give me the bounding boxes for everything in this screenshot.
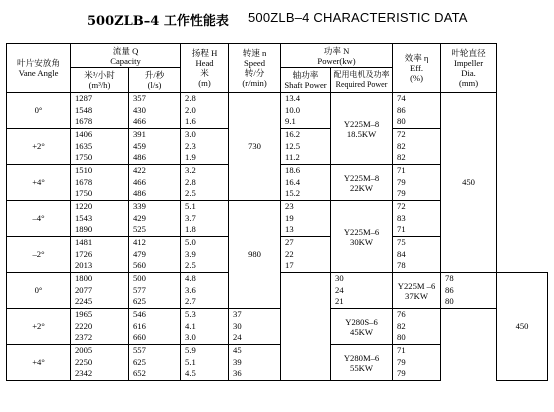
efficiency-cell-value: 82 — [397, 320, 406, 331]
header-capacity — [71, 44, 181, 68]
shaft-power-cell-value: 30 — [335, 273, 344, 284]
capacity-ls-cell-values — [129, 129, 180, 164]
head-cell-value: 2.0 — [185, 104, 196, 115]
head-cell-values — [181, 165, 228, 200]
speed-cell: 980 — [229, 201, 281, 309]
vane-angle-cell: –4° — [7, 201, 71, 237]
capacity-m3h-cell-value: 1548 — [75, 104, 93, 115]
speed-cell — [281, 273, 331, 381]
head-cell-value: 2.8 — [185, 176, 196, 187]
efficiency-cell-value: 82 — [397, 152, 406, 163]
capacity-m3h-cell-values — [71, 165, 128, 200]
head-cell-value: 2.5 — [185, 188, 196, 199]
efficiency-cell-values — [393, 129, 440, 164]
capacity-m3h-cell-values — [71, 273, 128, 308]
capacity-ls-cell-values — [129, 93, 180, 128]
capacity-ls-cell — [129, 201, 181, 237]
shaft-power-cell — [331, 273, 393, 309]
capacity-m3h-cell-value: 1543 — [75, 212, 93, 223]
speed-cell: 730 — [229, 93, 281, 201]
shaft-power-cell-value: 13.4 — [285, 93, 301, 104]
header-required-power — [331, 68, 393, 93]
efficiency-cell — [393, 165, 441, 201]
header-shaft-power — [281, 68, 331, 93]
capacity-m3h-cell-value: 1800 — [75, 273, 93, 284]
capacity-ls-cell — [129, 129, 181, 165]
shaft-power-cell-value: 17 — [285, 260, 294, 271]
head-cell-values — [181, 93, 228, 128]
header-vane-angle-en: Vane Angle — [18, 68, 59, 78]
motor-power: 55KW — [350, 362, 373, 373]
capacity-ls-cell-value: 500 — [133, 273, 146, 284]
head-cell-value: 5.0 — [185, 237, 196, 248]
capacity-ls-cell-value: 391 — [133, 129, 146, 140]
head-cell-value: 2.3 — [185, 140, 196, 151]
head-cell-values — [181, 129, 228, 164]
header-efficiency-en: Eff. — [410, 63, 423, 73]
head-cell-values — [181, 309, 228, 344]
vane-angle-cell: +4° — [7, 165, 71, 201]
header-required-power-en: Required Power — [335, 80, 388, 89]
motor-model: Y280M–6 — [343, 352, 380, 363]
header-impeller-unit: (mm) — [458, 78, 479, 88]
capacity-m3h-cell-value: 1635 — [75, 140, 93, 151]
efficiency-cell-values — [393, 93, 440, 128]
capacity-m3h-cell-value: 1965 — [75, 309, 93, 320]
header-speed — [229, 44, 281, 93]
shaft-power-cell — [281, 237, 331, 273]
shaft-power-cell-value: 45 — [233, 345, 242, 356]
header-capacity-m3h-cn: 米³/小时 — [84, 70, 115, 80]
capacity-ls-cell-value: 577 — [133, 284, 146, 295]
shaft-power-cell-value: 13 — [285, 224, 294, 235]
shaft-power-cell-values — [331, 273, 392, 308]
capacity-m3h-cell-values — [71, 345, 128, 380]
capacity-m3h-cell — [71, 165, 129, 201]
shaft-power-cell — [281, 129, 331, 165]
capacity-m3h-cell-value: 2245 — [75, 296, 93, 307]
table-row — [7, 93, 548, 129]
capacity-ls-cell — [129, 309, 181, 345]
capacity-m3h-cell-values — [71, 237, 128, 272]
shaft-power-cell-value: 11.2 — [285, 152, 300, 163]
capacity-ls-cell-value: 546 — [133, 309, 146, 320]
efficiency-cell — [441, 273, 497, 309]
head-cell — [181, 129, 229, 165]
shaft-power-cell-value: 15.2 — [285, 188, 301, 199]
capacity-m3h-cell-values — [71, 129, 128, 164]
shaft-power-cell-value: 30 — [233, 320, 242, 331]
characteristic-table — [6, 43, 548, 381]
capacity-ls-cell-values — [129, 237, 180, 272]
header-speed-unit-cn: 转/分 — [244, 68, 265, 78]
shaft-power-cell-value: 21 — [335, 296, 344, 307]
shaft-power-cell-value: 19 — [285, 212, 294, 223]
efficiency-cell-value: 80 — [397, 332, 406, 343]
motor-power: 37KW — [405, 290, 428, 301]
capacity-m3h-cell-value: 1678 — [75, 116, 93, 127]
capacity-m3h-cell-values — [71, 201, 128, 236]
header-head-unit-cn: 米 — [200, 68, 209, 78]
capacity-m3h-cell-value: 1220 — [75, 201, 93, 212]
shaft-power-cell-values — [281, 165, 330, 200]
motor-power: 45KW — [350, 326, 373, 337]
head-cell-value: 5.9 — [185, 345, 196, 356]
capacity-m3h-cell-value: 1750 — [75, 152, 93, 163]
shaft-power-cell-value: 24 — [233, 332, 242, 343]
capacity-ls-cell — [129, 237, 181, 273]
efficiency-cell-value: 75 — [397, 237, 406, 248]
shaft-power-cell — [229, 309, 281, 345]
capacity-ls-cell-values — [129, 165, 180, 200]
head-cell-value: 2.5 — [185, 260, 196, 271]
header-speed-en: Speed — [244, 58, 266, 68]
head-cell — [181, 93, 229, 129]
header-capacity-m3h — [71, 68, 129, 93]
capacity-ls-cell-value: 560 — [133, 260, 146, 271]
shaft-power-cell-value: 37 — [233, 309, 242, 320]
efficiency-cell-value: 79 — [397, 368, 406, 379]
head-cell — [181, 309, 229, 345]
capacity-ls-cell-values — [129, 201, 180, 236]
shaft-power-cell-value: 23 — [285, 201, 294, 212]
capacity-ls-cell-value: 616 — [133, 320, 146, 331]
efficiency-cell-value: 84 — [397, 248, 406, 259]
head-cell — [181, 201, 229, 237]
capacity-m3h-cell — [71, 309, 129, 345]
capacity-m3h-cell — [71, 345, 129, 381]
efficiency-cell — [393, 129, 441, 165]
capacity-ls-cell-values — [129, 309, 180, 344]
efficiency-cell-value: 71 — [397, 224, 406, 235]
capacity-m3h-cell-values — [71, 309, 128, 344]
capacity-m3h-cell-value: 2013 — [75, 260, 93, 271]
efficiency-cell-value: 80 — [445, 296, 454, 307]
head-cell — [181, 165, 229, 201]
head-cell-values — [181, 273, 228, 308]
capacity-m3h-cell — [71, 129, 129, 165]
motor-power: 18.5KW — [346, 128, 377, 139]
shaft-power-cell-values — [229, 309, 280, 344]
head-cell-value: 4.1 — [185, 320, 196, 331]
capacity-m3h-cell-value: 2005 — [75, 345, 93, 356]
capacity-ls-cell-values — [129, 345, 180, 380]
vane-angle-cell: +2° — [7, 129, 71, 165]
shaft-power-cell-value: 22 — [285, 248, 294, 259]
capacity-ls-cell — [129, 165, 181, 201]
shaft-power-cell-value: 39 — [233, 356, 242, 367]
capacity-ls-cell-value: 422 — [133, 165, 146, 176]
header-capacity-ls-unit: (l/s) — [147, 80, 162, 90]
efficiency-cell-value: 82 — [397, 140, 406, 151]
capacity-ls-cell-value: 525 — [133, 224, 146, 235]
header-shaft-power-en: Shaft Power — [284, 80, 327, 90]
capacity-ls-cell-value: 625 — [133, 356, 146, 367]
capacity-ls-cell-values — [129, 273, 180, 308]
efficiency-cell-value: 78 — [445, 273, 454, 284]
capacity-m3h-cell-value: 2372 — [75, 332, 93, 343]
header-impeller-en-2: Dia. — [461, 68, 476, 78]
header-efficiency-unit: (%) — [410, 73, 423, 83]
efficiency-cell-value: 86 — [397, 104, 406, 115]
capacity-m3h-cell — [71, 273, 129, 309]
capacity-ls-cell-value: 466 — [133, 176, 146, 187]
capacity-ls-cell-value: 459 — [133, 140, 146, 151]
header-power-en: Power(kw) — [317, 55, 356, 66]
header-impeller-en: Impeller — [453, 58, 484, 68]
capacity-ls-cell-value: 430 — [133, 104, 146, 115]
capacity-m3h-cell-value: 2250 — [75, 356, 93, 367]
required-power-cell — [331, 201, 393, 273]
vane-angle-cell: –2° — [7, 237, 71, 273]
capacity-ls-cell-value: 412 — [133, 237, 146, 248]
efficiency-cell-values — [393, 345, 440, 380]
capacity-ls-cell-value: 466 — [133, 116, 146, 127]
head-cell-values — [181, 201, 228, 236]
head-cell-value: 3.2 — [185, 165, 196, 176]
capacity-ls-cell-value: 557 — [133, 345, 146, 356]
capacity-ls-cell-value: 339 — [133, 201, 146, 212]
capacity-ls-cell-value: 652 — [133, 368, 146, 379]
efficiency-cell-value: 76 — [397, 309, 406, 320]
efficiency-cell-value: 79 — [397, 188, 406, 199]
header-vane-angle — [7, 44, 71, 93]
shaft-power-cell-value: 36 — [233, 368, 242, 379]
efficiency-cell-value: 74 — [397, 93, 406, 104]
efficiency-cell-value: 71 — [397, 165, 406, 176]
motor-power: 22KW — [350, 182, 373, 193]
head-cell-values — [181, 345, 228, 380]
header-power-cn: 功率 N — [323, 45, 350, 56]
capacity-ls-cell — [129, 345, 181, 381]
head-cell — [181, 237, 229, 273]
efficiency-cell-value: 80 — [397, 116, 406, 127]
header-efficiency-cn: 效率 η — [404, 53, 429, 63]
shaft-power-cell-values — [281, 237, 330, 272]
capacity-ls-cell-value: 486 — [133, 152, 146, 163]
head-cell-value: 5.1 — [185, 356, 196, 367]
head-cell-value: 1.9 — [185, 152, 196, 163]
capacity-ls-cell-value: 357 — [133, 93, 146, 104]
head-cell-value: 4.8 — [185, 273, 196, 284]
efficiency-cell-values — [393, 201, 440, 236]
required-power-cell — [331, 165, 393, 201]
head-cell-value: 2.8 — [185, 93, 196, 104]
capacity-m3h-cell-value: 1678 — [75, 176, 93, 187]
capacity-ls-cell-value: 486 — [133, 188, 146, 199]
motor-model: Y225M–8 — [343, 118, 380, 129]
efficiency-cell — [393, 309, 441, 345]
capacity-ls-cell-value: 625 — [133, 296, 146, 307]
efficiency-cell-value: 72 — [397, 129, 406, 140]
impeller-cell: 450 — [441, 93, 497, 273]
capacity-m3h-cell-value: 1750 — [75, 188, 93, 199]
shaft-power-cell-values — [281, 93, 330, 128]
shaft-power-cell-values — [229, 345, 280, 380]
header-capacity-ls — [129, 68, 181, 93]
capacity-m3h-cell — [71, 93, 129, 129]
capacity-m3h-cell — [71, 201, 129, 237]
efficiency-cell-values — [393, 237, 440, 272]
header-head — [181, 44, 229, 93]
required-power-cell — [331, 93, 393, 165]
vane-angle-cell: +4° — [7, 345, 71, 381]
efficiency-cell-values — [393, 309, 440, 344]
efficiency-cell-value: 83 — [397, 212, 406, 223]
table-row — [7, 345, 548, 381]
shaft-power-cell-value: 12.5 — [285, 140, 301, 151]
shaft-power-cell-value: 10.0 — [285, 104, 301, 115]
efficiency-cell-value: 71 — [397, 345, 406, 356]
header-shaft-power-cn: 轴功率 — [292, 70, 319, 80]
head-cell — [181, 345, 229, 381]
motor-power: 30KW — [350, 236, 373, 247]
head-cell-value: 5.1 — [185, 201, 196, 212]
header-required-power-cn: 配用电机及功率 — [333, 70, 390, 79]
efficiency-cell — [393, 93, 441, 129]
shaft-power-cell-value: 27 — [285, 237, 294, 248]
capacity-m3h-cell-value: 1510 — [75, 165, 93, 176]
capacity-ls-cell — [129, 93, 181, 129]
shaft-power-cell-value: 18.6 — [285, 165, 301, 176]
shaft-power-cell — [281, 165, 331, 201]
header-capacity-cn: 流量 Q — [112, 45, 139, 56]
motor-model: Y225M–8 — [343, 172, 380, 183]
capacity-m3h-cell — [71, 237, 129, 273]
capacity-m3h-cell-value: 1481 — [75, 237, 93, 248]
required-power-cell — [331, 309, 393, 345]
header-efficiency — [393, 44, 441, 93]
header-impeller — [441, 44, 497, 93]
capacity-m3h-cell-value: 2220 — [75, 320, 93, 331]
efficiency-cell — [393, 237, 441, 273]
header-power — [281, 44, 393, 68]
capacity-m3h-cell-values — [71, 93, 128, 128]
efficiency-cell-values — [441, 273, 496, 308]
header-speed-cn: 转速 n — [242, 48, 267, 58]
capacity-m3h-cell-value: 2077 — [75, 284, 93, 295]
head-cell-value: 3.7 — [185, 212, 196, 223]
head-cell-values — [181, 237, 228, 272]
page-title-cn: 500ZLB–4 工作性能表 — [87, 14, 229, 29]
shaft-power-cell-values — [281, 129, 330, 164]
shaft-power-cell — [281, 93, 331, 129]
efficiency-cell-value: 72 — [397, 201, 406, 212]
capacity-ls-cell-value: 479 — [133, 248, 146, 259]
head-cell — [181, 273, 229, 309]
page-title-en: 500ZLB–4 CHARACTERISTIC DATA — [248, 10, 468, 25]
shaft-power-cell-value: 16.2 — [285, 129, 301, 140]
head-cell-value: 3.0 — [185, 332, 196, 343]
head-cell-value: 4.5 — [185, 368, 196, 379]
header-impeller-cn: 叶轮直径 — [451, 48, 486, 58]
capacity-ls-cell-value: 660 — [133, 332, 146, 343]
table-row — [7, 309, 548, 345]
header-head-unit: (m) — [198, 78, 211, 88]
shaft-power-cell-value: 9.1 — [285, 116, 296, 127]
table-body — [7, 93, 548, 381]
header-capacity-en: Capacity — [110, 55, 141, 66]
shaft-power-cell — [281, 201, 331, 237]
capacity-m3h-cell-value: 1726 — [75, 248, 93, 259]
capacity-m3h-cell-value: 2342 — [75, 368, 93, 379]
shaft-power-cell-value: 24 — [335, 284, 344, 295]
capacity-ls-cell — [129, 273, 181, 309]
head-cell-value: 5.3 — [185, 309, 196, 320]
head-cell-value: 1.6 — [185, 116, 196, 127]
capacity-m3h-cell-value: 1287 — [75, 93, 93, 104]
vane-angle-cell: 0° — [7, 93, 71, 129]
header-capacity-ls-cn: 升/秒 — [144, 70, 165, 80]
head-cell-value: 3.6 — [185, 284, 196, 295]
capacity-m3h-cell-value: 1406 — [75, 129, 93, 140]
shaft-power-cell-values — [281, 201, 330, 236]
header-head-cn: 扬程 H — [191, 48, 218, 58]
motor-model: Y225M –6 — [397, 280, 436, 291]
shaft-power-cell-value: 16.4 — [285, 176, 301, 187]
required-power-cell — [393, 273, 441, 309]
head-cell-value: 3.9 — [185, 248, 196, 259]
header-speed-unit: (r/min) — [242, 78, 267, 88]
header-vane-angle-cn: 叶片安放角 — [17, 58, 60, 68]
vane-angle-cell: 0° — [7, 273, 71, 309]
shaft-power-cell — [229, 345, 281, 381]
efficiency-cell-value: 79 — [397, 356, 406, 367]
vane-angle-cell: +2° — [7, 309, 71, 345]
efficiency-cell-values — [393, 165, 440, 200]
efficiency-cell-value: 79 — [397, 176, 406, 187]
capacity-m3h-cell-value: 1890 — [75, 224, 93, 235]
motor-model: Y225M–6 — [343, 226, 380, 237]
efficiency-cell — [393, 201, 441, 237]
efficiency-cell — [393, 345, 441, 381]
motor-model: Y280S–6 — [345, 316, 378, 327]
head-cell-value: 2.7 — [185, 296, 196, 307]
header-head-en: Head — [195, 58, 214, 68]
capacity-ls-cell-value: 429 — [133, 212, 146, 223]
head-cell-value: 3.0 — [185, 129, 196, 140]
efficiency-cell-value: 86 — [445, 284, 454, 295]
header-capacity-m3h-unit: (m³/h) — [88, 80, 111, 90]
impeller-cell: 450 — [497, 273, 548, 381]
head-cell-value: 1.8 — [185, 224, 196, 235]
required-power-cell — [331, 345, 393, 381]
efficiency-cell-value: 78 — [397, 260, 406, 271]
